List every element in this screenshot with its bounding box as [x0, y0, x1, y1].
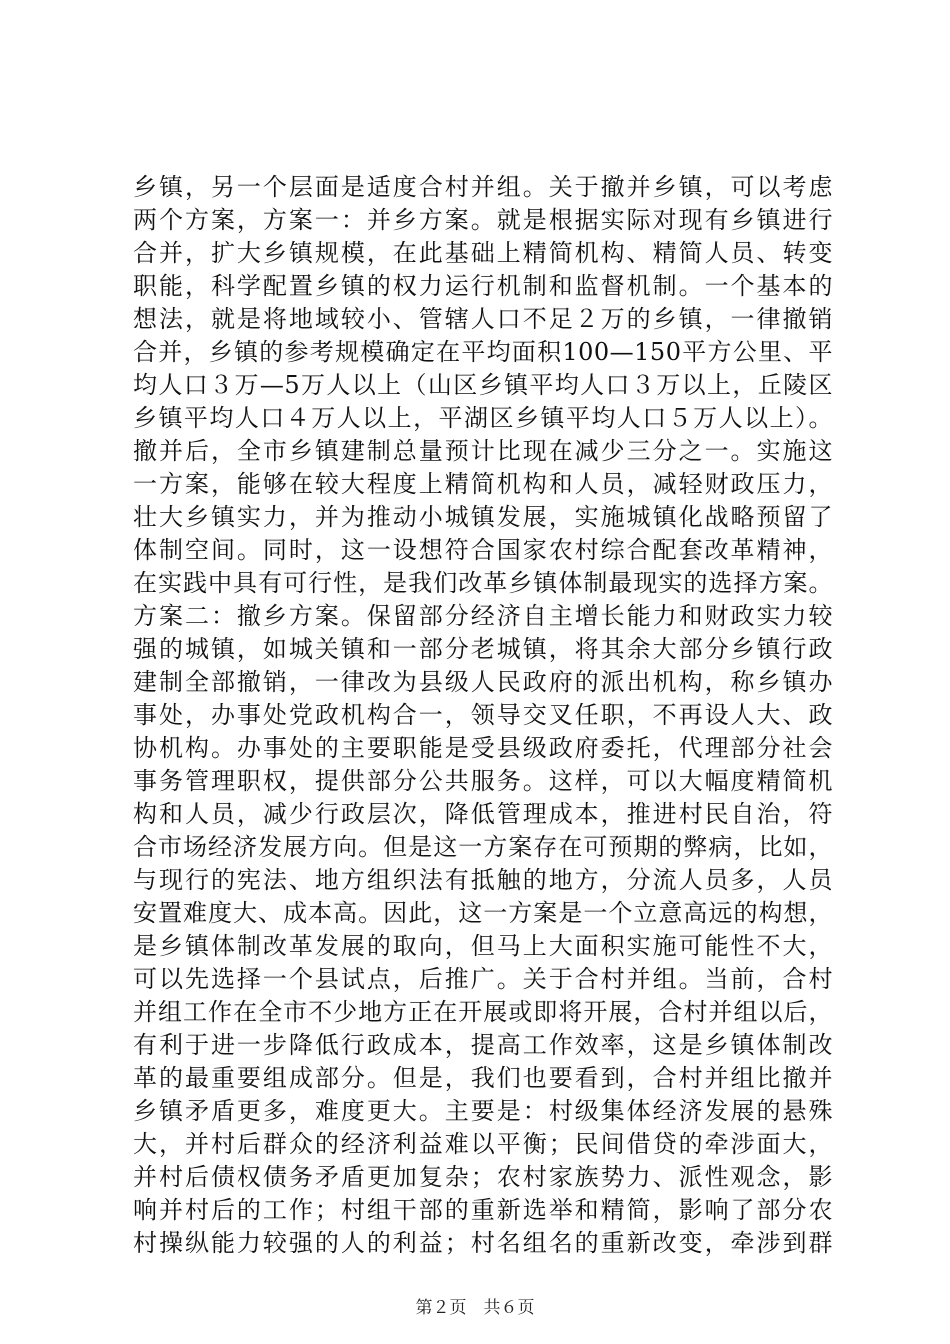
text-line: 合并，扩大乡镇规模，在此基础上精简机构、精简人员、转变 — [133, 239, 833, 267]
text-line: 体制空间。同时，这一设想符合国家农村综合配套改革精神， — [133, 536, 833, 564]
text-line: 安置难度大、成本高。因此，这一方案是一个立意高远的构想， — [133, 899, 833, 927]
text-line: 村操纵能力较强的人的利益；村名组名的重新改变，牵涉到群 — [133, 1229, 833, 1257]
text-line: 构和人员，减少行政层次，降低管理成本，推进村民自治，符 — [133, 800, 833, 828]
text-line: 是乡镇体制改革发展的取向，但马上大面积实施可能性不大， — [133, 932, 833, 960]
text-line: 协机构。办事处的主要职能是受县级政府委托，代理部分社会 — [133, 734, 833, 762]
text-line: 事务管理职权，提供部分公共服务。这样，可以大幅度精简机 — [133, 767, 833, 795]
text-line: 可以先选择一个县试点，后推广。关于合村并组。当前，合村 — [133, 965, 833, 993]
text-line: 并村后债权债务矛盾更加复杂；农村家族势力、派性观念，影 — [133, 1163, 833, 1191]
text-line: 乡镇，另一个层面是适度合村并组。关于撤并乡镇，可以考虑 — [133, 173, 833, 201]
text-line: 强的城镇，如城关镇和一部分老城镇，将其余大部分乡镇行政 — [133, 635, 833, 663]
text-line: 均人口３万—5万人以上（山区乡镇平均人口３万以上，丘陵区 — [133, 371, 833, 399]
document-body — [133, 171, 833, 1260]
text-line: 建制全部撤销，一律改为县级人民政府的派出机构，称乡镇办 — [133, 668, 833, 696]
text-line: 两个方案，方案一：并乡方案。就是根据实际对现有乡镇进行 — [133, 206, 833, 234]
text-line: 并组工作在全市不少地方正在开展或即将开展，合村并组以后， — [133, 998, 833, 1026]
text-line: 在实践中具有可行性，是我们改革乡镇体制最现实的选择方案。 — [133, 569, 833, 597]
page-number: 第２页 共６页 — [415, 1298, 535, 1318]
text-line: 职能，科学配置乡镇的权力运行机制和监督机制。一个基本的 — [133, 272, 833, 300]
text-line: 壮大乡镇实力，并为推动小城镇发展，实施城镇化战略预留了 — [133, 503, 833, 531]
text-line: 与现行的宪法、地方组织法有抵触的地方，分流人员多，人员 — [133, 866, 833, 894]
text-line: 合并，乡镇的参考规模确定在平均面积100—150平方公里、平 — [133, 338, 833, 366]
text-line: 合市场经济发展方向。但是这一方案存在可预期的弊病，比如， — [133, 833, 833, 861]
text-line: 想法，就是将地域较小、管辖人口不足２万的乡镇，一律撤销 — [133, 305, 833, 333]
text-line: 事处，办事处党政机构合一，领导交叉任职，不再设人大、政 — [133, 701, 833, 729]
text-line: 响并村后的工作；村组干部的重新选举和精简，影响了部分农 — [133, 1196, 833, 1224]
text-line: 乡镇平均人口４万人以上，平湖区乡镇平均人口５万人以上）。 — [133, 404, 833, 432]
text-line: 一方案，能够在较大程度上精简机构和人员，减轻财政压力， — [133, 470, 833, 498]
text-line: 有利于进一步降低行政成本，提高工作效率，这是乡镇体制改 — [133, 1031, 833, 1059]
text-line: 撤并后，全市乡镇建制总量预计比现在减少三分之一。实施这 — [133, 437, 833, 465]
text-line: 方案二：撤乡方案。保留部分经济自主增长能力和财政实力较 — [133, 602, 833, 630]
text-line: 大，并村后群众的经济利益难以平衡；民间借贷的牵涉面大， — [133, 1130, 833, 1158]
text-line: 乡镇矛盾更多，难度更大。主要是：村级集体经济发展的悬殊 — [133, 1097, 833, 1125]
text-line: 革的最重要组成部分。但是，我们也要看到，合村并组比撤并 — [133, 1064, 833, 1092]
